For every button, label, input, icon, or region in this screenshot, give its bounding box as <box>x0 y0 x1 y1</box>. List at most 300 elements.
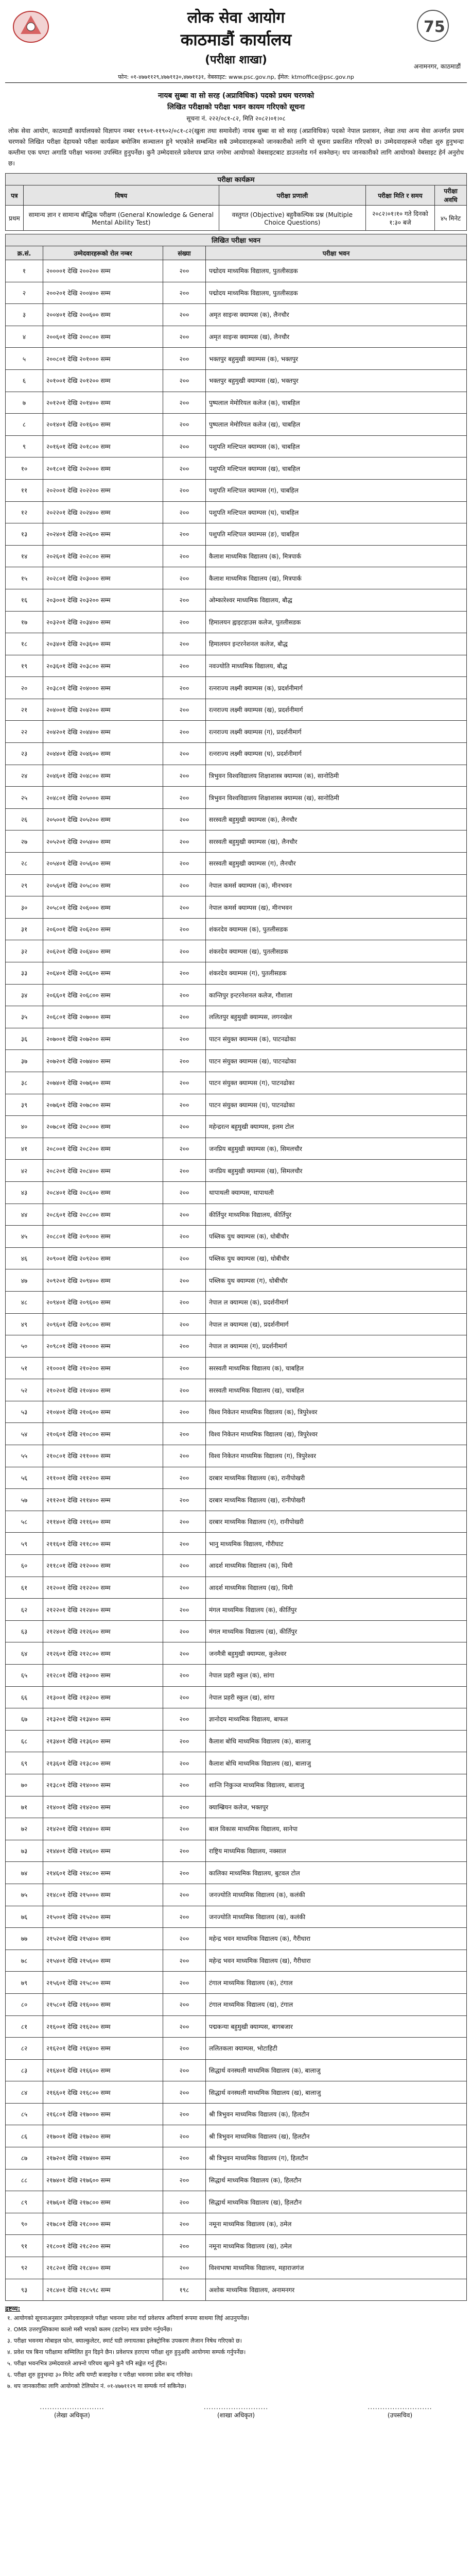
note-item: ३. परीक्षा भवनमा मोबाइल फोन, क्याल्कुलेटर, स्मार्ट घडी लगायतका इलेक्ट्रोनिक उपकरण लैजान निषेध गरिएको छ। <box>7 2337 242 2345</box>
table-row <box>6 435 467 457</box>
row-venue: महेन्द्र भवन माध्यमिक विद्यालय (क), गैरीधारा <box>206 1928 467 1950</box>
table-row <box>6 1884 467 1906</box>
table-row <box>6 2235 467 2257</box>
row-count: २०० <box>163 1467 206 1489</box>
row-roll-range: २०९४०१ देखि २०९६०० सम्म <box>43 1291 163 1313</box>
table-row <box>6 2191 467 2213</box>
row-roll-range: २०७२०१ देखि २०७४०० सम्म <box>43 1050 163 1072</box>
row-venue: रत्नराज्य लक्ष्मी क्याम्पस (क), प्रदर्शनीमार्ग <box>206 677 467 699</box>
centers-title: लिखित परीक्षा भवन <box>5 234 467 246</box>
row-roll-range: २०६८०१ देखि २०७००० सम्म <box>43 1006 163 1028</box>
table-row <box>6 2015 467 2038</box>
row-count: २०० <box>163 392 206 414</box>
row-venue: त्रिभुवन विश्वविद्यालय शिक्षाशास्त्र क्याम्पस (क), सानोठिमी <box>206 765 467 787</box>
row-count: २०० <box>163 808 206 831</box>
row-roll-range: २१५८०१ देखि २१६००० सम्म <box>43 1993 163 2015</box>
row-count: २०० <box>163 2103 206 2125</box>
table-row <box>6 1533 467 1555</box>
row-roll-range: २१५२०१ देखि २१५४०० सम्म <box>43 1928 163 1950</box>
row-sn: ३८ <box>6 1072 43 1094</box>
row-roll-range: २११८०१ देखि २१२००० सम्म <box>43 1555 163 1577</box>
row-count: २०० <box>163 2213 206 2235</box>
row-count: २०० <box>163 1006 206 1028</box>
row-roll-range: २०७००१ देखि २०७२०० सम्म <box>43 1028 163 1050</box>
row-venue: सिद्धार्थ वनस्थली माध्यमिक विद्यालय (ख), बालाजु <box>206 2081 467 2104</box>
row-sn: ८९ <box>6 2191 43 2213</box>
row-sn: ८६ <box>6 2125 43 2147</box>
row-sn: १८ <box>6 633 43 655</box>
table-row <box>6 2059 467 2081</box>
row-count: २०० <box>163 1511 206 1533</box>
row-count: २०० <box>163 1818 206 1840</box>
row-count: २०० <box>163 1730 206 1752</box>
table-row <box>6 1313 467 1335</box>
table-row <box>6 1094 467 1116</box>
row-roll-range: २०२२०१ देखि २०२४०० सम्म <box>43 501 163 523</box>
row-count: २०० <box>163 348 206 370</box>
row-venue: आदर्श माध्यमिक विद्यालय (क), थिमी <box>206 1555 467 1577</box>
row-venue: सरस्वती बहुमुखी क्याम्पस (ग), लैनचौर <box>206 853 467 875</box>
table-row <box>6 1752 467 1774</box>
row-count: २०० <box>163 1862 206 1884</box>
table-row <box>6 1928 467 1950</box>
row-venue: नेपाल ल क्याम्पस (ग), प्रदर्शनीमार्ग <box>206 1335 467 1358</box>
schedule-header-row <box>6 185 467 206</box>
table-row <box>6 326 467 348</box>
row-sn: ३२ <box>6 940 43 962</box>
table-row <box>6 2257 467 2279</box>
row-count: २०० <box>163 874 206 896</box>
row-roll-range: २०७४०१ देखि २०७६०० सम्म <box>43 1072 163 1094</box>
row-count: २०० <box>163 2169 206 2191</box>
row-sn: ६ <box>6 369 43 392</box>
row-venue: कीर्तिपुर माध्यमिक विद्यालय, कीर्तिपुर <box>206 1204 467 1226</box>
row-roll-range: २०६००१ देखि २०६२०० सम्म <box>43 918 163 940</box>
row-count: २०० <box>163 1445 206 1467</box>
table-row <box>6 567 467 589</box>
row-roll-range: २१६२०१ देखि २१६४०० सम्म <box>43 2038 163 2060</box>
table-row <box>6 1577 467 1599</box>
row-sn: ३३ <box>6 962 43 985</box>
row-venue: जनप्रिय बहुमुखी क्याम्पस (ख), सिमलचौर <box>206 1160 467 1182</box>
row-venue: पब्लिक युथ क्याम्पस (ग), धोबीचौर <box>206 1269 467 1292</box>
row-count: २०० <box>163 1204 206 1226</box>
row-venue: पशुपति मल्टिपल क्याम्पस (ग), चाबहिल <box>206 479 467 501</box>
signature-title: (उपसचिव) <box>387 2412 413 2419</box>
row-sn: ४ <box>6 326 43 348</box>
table-row <box>6 1028 467 1050</box>
row-count: २०० <box>163 369 206 392</box>
row-roll-range: २१३८०१ देखि २१४००० सम्म <box>43 1774 163 1796</box>
row-sn: ५६ <box>6 1467 43 1489</box>
row-venue: शंकरदेव क्याम्पस (ग), पुतलीसडक <box>206 962 467 985</box>
signature-row <box>5 2403 467 2419</box>
row-roll-range: २०७६०१ देखि २०७८०० सम्म <box>43 1094 163 1116</box>
row-roll-range: २०१६०१ देखि २०१८०० सम्म <box>43 435 163 457</box>
row-roll-range: २१८००१ देखि २१८२०० सम्म <box>43 2235 163 2257</box>
schedule-datetime: २०८२।०१।१० गते दिनको १:३० बजे <box>365 206 434 231</box>
row-venue: नेपाल ल क्याम्पस (क), प्रदर्शनीमार्ग <box>206 1291 467 1313</box>
row-sn: २ <box>6 282 43 304</box>
note-item: ४. प्रवेश पत्र बिना परीक्षामा सम्मिलित हुन दिइने छैन। प्रवेशपत्र हराएमा परीक्षा शुरु हुनुअघि आयोगमा सम्पर्क गर्नुपर्नेछ। <box>7 2349 246 2356</box>
row-count: २०० <box>163 589 206 611</box>
row-venue: शंकरदेव क्याम्पस (क), पुतलीसडक <box>206 918 467 940</box>
notice-page <box>5 0 467 2419</box>
row-roll-range: २०४२०१ देखि २०४४०० सम्म <box>43 721 163 743</box>
signature-block: .......................... (लेखा अधिकृत) <box>26 2403 118 2419</box>
row-sn: १ <box>6 260 43 282</box>
row-count: २०० <box>163 1577 206 1599</box>
row-roll-range: २१३६०१ देखि २१३८०० सम्म <box>43 1752 163 1774</box>
row-roll-range: २०२००१ देखि २०२२०० सम्म <box>43 479 163 501</box>
row-sn: ६० <box>6 1555 43 1577</box>
table-row <box>6 1950 467 1972</box>
row-sn: ३० <box>6 896 43 919</box>
row-venue: भानु माध्यमिक विद्यालय, गौरीघाट <box>206 1533 467 1555</box>
centers-col-venue: परीक्षा भवन <box>206 246 467 260</box>
table-row <box>6 1006 467 1028</box>
signature-title: (शाखा अधिकृत) <box>217 2412 255 2419</box>
schedule-system: वस्तुगत (Objective) बहुवैकल्पिक प्रश्न (Multiple Choice Questions) <box>219 206 365 231</box>
row-sn: १५ <box>6 567 43 589</box>
table-row <box>6 765 467 787</box>
row-roll-range: २०८८०१ देखि २०९००० सम्म <box>43 1226 163 1248</box>
row-count: २०० <box>163 1686 206 1708</box>
row-roll-range: २०५६०१ देखि २०५८०० सम्म <box>43 874 163 896</box>
row-venue: त्रिभुवन विश्वविद्यालय शिक्षाशास्त्र क्याम्पस (ख), सानोठिमी <box>206 787 467 809</box>
row-venue: जनज्योति माध्यमिक विद्यालय (क), कलंकी <box>206 1884 467 1906</box>
row-count: २०० <box>163 1555 206 1577</box>
signature-block: .......................... (शाखा अधिकृत) <box>190 2403 283 2419</box>
row-sn: ४८ <box>6 1291 43 1313</box>
table-row <box>6 523 467 546</box>
row-venue: ज्ञानोदय माध्यमिक विद्यालय, बाफल <box>206 1708 467 1731</box>
row-count: २०० <box>163 962 206 985</box>
row-count: २०० <box>163 1972 206 1994</box>
notes-title: द्रष्टव्य: <box>5 2305 21 2313</box>
contact-line: फोन: ०१-४७७११२९,४७७११३०,४७७११३१, वेबसाइट: www.psc.gov.np, ईमेल: ktmoffice@psc.gov.np <box>5 73 467 83</box>
table-row <box>6 1840 467 1862</box>
table-row <box>6 1599 467 1621</box>
row-venue: दरबार माध्यमिक विद्यालय (ख), रानीपोखरी <box>206 1489 467 1511</box>
row-venue: नेपाल प्रहरी स्कुल (ख), सांगा <box>206 1686 467 1708</box>
row-sn: १९ <box>6 655 43 677</box>
row-count: २०० <box>163 1533 206 1555</box>
table-row <box>6 348 467 370</box>
row-roll-range: २०४६०१ देखि २०४८०० सम्म <box>43 765 163 787</box>
row-count: २०० <box>163 633 206 655</box>
row-roll-range: २१३४०१ देखि २१३६०० सम्म <box>43 1730 163 1752</box>
table-row <box>6 1357 467 1379</box>
row-sn: ८१ <box>6 2015 43 2038</box>
row-sn: ४५ <box>6 1226 43 1248</box>
row-sn: ११ <box>6 479 43 501</box>
row-roll-range: २०९८०१ देखि २१०००० सम्म <box>43 1335 163 1358</box>
table-row <box>6 2169 467 2191</box>
table-row <box>6 1972 467 1994</box>
row-venue: हिमालयन ह्वाइटहाउस कलेज, पुतलीसडक <box>206 611 467 633</box>
table-row <box>6 896 467 919</box>
table-row <box>6 1467 467 1489</box>
row-count: २०० <box>163 677 206 699</box>
row-roll-range: २०९६०१ देखि २०९८०० सम्म <box>43 1313 163 1335</box>
row-venue: महेन्द्र भवन माध्यमिक विद्यालय (ख), गैरीधारा <box>206 1950 467 1972</box>
row-venue: महेन्द्ररत्न बहुमुखी क्याम्पस, इलम टोल <box>206 1116 467 1138</box>
row-count: २०० <box>163 1906 206 1928</box>
row-sn: ८ <box>6 414 43 436</box>
table-row <box>6 655 467 677</box>
table-row <box>6 699 467 721</box>
row-sn: ८२ <box>6 2038 43 2060</box>
row-count: २०० <box>163 655 206 677</box>
row-sn: ९१ <box>6 2235 43 2257</box>
row-roll-range: २१४२०१ देखि २१४४०० सम्म <box>43 1818 163 1840</box>
row-sn: ७६ <box>6 1906 43 1928</box>
table-row <box>6 545 467 567</box>
row-roll-range: २०१००१ देखि २०१२०० सम्म <box>43 369 163 392</box>
table-row <box>6 1445 467 1467</box>
row-sn: २२ <box>6 721 43 743</box>
table-row <box>6 457 467 480</box>
row-roll-range: २१५६०१ देखि २१५८०० सम्म <box>43 1972 163 1994</box>
row-sn: २७ <box>6 831 43 853</box>
row-count: २०० <box>163 1028 206 1050</box>
row-roll-range: २१०००१ देखि २१०२०० सम्म <box>43 1357 163 1379</box>
row-venue: सरस्वती बहुमुखी क्याम्पस (ख), लैनचौर <box>206 831 467 853</box>
note-item: १. आयोगको सूचनाअनुसार उम्मेदवारहरूले परीक्षा भवनमा प्रवेश गर्दा प्रवेशपत्र अनिवार्य रूपमा साथमा लिई आउनुपर्नेछ। <box>7 2315 249 2322</box>
row-count: २०० <box>163 1489 206 1511</box>
row-venue: श्री त्रिभुवन माध्यमिक विद्यालय (ख), हिलटौन <box>206 2125 467 2147</box>
row-roll-range: २०२६०१ देखि २०२८०० सम्म <box>43 545 163 567</box>
row-count: २०० <box>163 1313 206 1335</box>
row-venue: नेपाल कमर्स क्याम्पस (क), मीनभवन <box>206 874 467 896</box>
notice-reference: सूचना नं. २२२/०८१-८२, मिति २०८२।०१।०८ <box>186 115 286 122</box>
row-count: २०० <box>163 1599 206 1621</box>
row-count: २०० <box>163 567 206 589</box>
row-sn: ३ <box>6 304 43 326</box>
row-venue: सिद्धार्थ वनस्थली माध्यमिक विद्यालय (क), बालाजु <box>206 2059 467 2081</box>
row-count: २०० <box>163 1335 206 1358</box>
row-sn: १० <box>6 457 43 480</box>
row-venue: अशोक माध्यमिक विद्यालय, अनामनगर <box>206 2279 467 2301</box>
table-row <box>6 1511 467 1533</box>
row-count: २०० <box>163 2038 206 2060</box>
table-row <box>6 1906 467 1928</box>
table-row <box>6 1642 467 1665</box>
row-count: २०० <box>163 1247 206 1269</box>
row-count: २०० <box>163 1620 206 1642</box>
row-sn: ७४ <box>6 1862 43 1884</box>
row-sn: ७० <box>6 1774 43 1796</box>
table-row <box>6 1620 467 1642</box>
row-sn: ४९ <box>6 1313 43 1335</box>
table-row <box>6 260 467 282</box>
row-roll-range: २०५४०१ देखि २०५६०० सम्म <box>43 853 163 875</box>
row-roll-range: २१६८०१ देखि २१७००० सम्म <box>43 2103 163 2125</box>
row-sn: ८५ <box>6 2103 43 2125</box>
row-venue: नमूना माध्यमिक विद्यालय (ख), ठमेल <box>206 2235 467 2257</box>
table-row <box>6 787 467 809</box>
row-sn: ४४ <box>6 1204 43 1226</box>
row-count: २०० <box>163 1708 206 1731</box>
row-venue: पशुपति मल्टिपल क्याम्पस (ङ), चाबहिल <box>206 523 467 546</box>
table-row <box>6 1291 467 1313</box>
row-roll-range: २१५००१ देखि २१५२०० सम्म <box>43 1906 163 1928</box>
row-count: २०० <box>163 523 206 546</box>
row-venue: श्री त्रिभुवन माध्यमिक विद्यालय (क), हिलटौन <box>206 2103 467 2125</box>
table-row <box>6 2147 467 2170</box>
table-row <box>6 1247 467 1269</box>
row-roll-range: २०९००१ देखि २०९२०० सम्म <box>43 1247 163 1269</box>
row-sn: ३४ <box>6 984 43 1006</box>
row-roll-range: २०२४०१ देखि २०२६०० सम्म <box>43 523 163 546</box>
row-venue: ललितपुर बहुमुखी क्याम्पस, लगनखेल <box>206 1006 467 1028</box>
row-count: २०० <box>163 304 206 326</box>
table-row <box>6 2038 467 2060</box>
row-roll-range: २१०८०१ देखि २११००० सम्म <box>43 1445 163 1467</box>
row-roll-range: २०५८०१ देखि २०६००० सम्म <box>43 896 163 919</box>
row-count: २०० <box>163 1884 206 1906</box>
row-roll-range: २१४६०१ देखि २१४८०० सम्म <box>43 1862 163 1884</box>
row-count: २०० <box>163 1423 206 1445</box>
row-venue: भक्तपुर बहुमुखी क्याम्पस (ख), भक्तपुर <box>206 369 467 392</box>
row-venue: श्री त्रिभुवन माध्यमिक विद्यालय (ग), हिलटौन <box>206 2147 467 2170</box>
row-sn: ९३ <box>6 2279 43 2301</box>
row-count: २०० <box>163 282 206 304</box>
row-venue: भक्तपुर बहुमुखी क्याम्पस (क), भक्तपुर <box>206 348 467 370</box>
row-venue: क्याम्ब्रियन कलेज, भक्तपुर <box>206 1796 467 1818</box>
row-count: २०० <box>163 414 206 436</box>
row-count: २०० <box>163 1357 206 1379</box>
row-venue: दरबार माध्यमिक विद्यालय (क), रानीपोखरी <box>206 1467 467 1489</box>
row-venue: अमृत साइन्स क्याम्पस (ख), लैनचौर <box>206 326 467 348</box>
row-sn: ५२ <box>6 1379 43 1401</box>
row-roll-range: २१५४०१ देखि २१५६०० सम्म <box>43 1950 163 1972</box>
row-sn: ५५ <box>6 1445 43 1467</box>
office-place: अनामनगर, काठमाडौं <box>413 63 461 70</box>
table-row <box>6 2103 467 2125</box>
row-roll-range: २११२०१ देखि २११४०० सम्म <box>43 1489 163 1511</box>
row-sn: ४२ <box>6 1160 43 1182</box>
row-roll-range: २०२८०१ देखि २०३००० सम्म <box>43 567 163 589</box>
row-sn: ९ <box>6 435 43 457</box>
table-row <box>6 1818 467 1840</box>
row-count: २०० <box>163 260 206 282</box>
row-venue: पशुपति मल्टिपल क्याम्पस (घ), चाबहिल <box>206 501 467 523</box>
row-sn: ६१ <box>6 1577 43 1599</box>
table-row <box>6 369 467 392</box>
row-roll-range: २१२४०१ देखि २१२६०० सम्म <box>43 1620 163 1642</box>
table-row <box>6 808 467 831</box>
row-venue: अमृत साइन्स क्याम्पस (क), लैनचौर <box>206 304 467 326</box>
table-row <box>6 1489 467 1511</box>
row-venue: नमूना माध्यमिक विद्यालय (क), ठमेल <box>206 2213 467 2235</box>
row-count: २०० <box>163 1752 206 1774</box>
row-venue: ललितकला क्याम्पस, भोटाहिटी <box>206 2038 467 2060</box>
schedule-duration: ४५ मिनेट <box>435 206 467 231</box>
row-roll-range: २१३२०१ देखि २१३४०० सम्म <box>43 1708 163 1731</box>
row-count: २०० <box>163 2081 206 2104</box>
row-venue: सिद्धार्थ माध्यमिक विद्यालय (ख), हिलटौन <box>206 2191 467 2213</box>
row-roll-range: २१७२०१ देखि २१७४०० सम्म <box>43 2147 163 2170</box>
table-row <box>6 479 467 501</box>
row-sn: ९० <box>6 2213 43 2235</box>
row-count: २०० <box>163 1181 206 1204</box>
table-row <box>6 1181 467 1204</box>
row-sn: २९ <box>6 874 43 896</box>
row-sn: ८४ <box>6 2081 43 2104</box>
row-venue: विश्वभाषा माध्यमिक विद्यालय, महाराजगंज <box>206 2257 467 2279</box>
notice-intro: लोक सेवा आयोग, काठमाडौं कार्यालयको विज्ञापन नम्बर ११९०१-११९०२/०८१-८२(खुला तथा समावेशी) नायब सुब्बा वा सो सरह (अप्राविधिक) पदको नेपाल प्रशासन, लेखा तथा अन्य सेवा अन्तर्गत प्रथम चरणको लिखित परीक्षा देहायको परीक्षा कार्यक्रम बमोजिम सञ्चालन हुने भएकोले सम्बन्धित सबै उम्मेदवारहरूको जानकारीको लागि यो सूचना प्रकाशित गरिएको छ। उम्मेदवारहरूले परीक्षा शुरु हुनुभन्दा कम्तीमा एक घण्टा अगाडि परीक्षा भवनमा उपस्थित हुनुपर्नेछ। कुनै उम्मेदवारले प्रवेशपत्र प्राप्त नगरेमा आयोगको वेबसाइटबाट डाउनलोड गर्न सक्नेछन्। थप जानकारीको लागि आयोगको वेबसाइट हेर्न अनुरोध छ। <box>8 127 464 167</box>
row-sn: ३९ <box>6 1094 43 1116</box>
row-venue: विश्व निकेतन माध्यमिक विद्यालय (ग), त्रिपुरेश्वर <box>206 1445 467 1467</box>
row-roll-range: २१३००१ देखि २१३२०० सम्म <box>43 1686 163 1708</box>
row-roll-range: २०६४०१ देखि २०६६०० सम्म <box>43 962 163 985</box>
row-count: २०० <box>163 1796 206 1818</box>
row-venue: रत्नराज्य लक्ष्मी क्याम्पस (ख), प्रदर्शनीमार्ग <box>206 699 467 721</box>
table-row <box>6 1379 467 1401</box>
row-count: २०० <box>163 1072 206 1094</box>
row-count: २०० <box>163 918 206 940</box>
row-count: २०० <box>163 501 206 523</box>
row-sn: ४० <box>6 1116 43 1138</box>
row-sn: १३ <box>6 523 43 546</box>
table-row <box>6 984 467 1006</box>
row-roll-range: २१६४०१ देखि २१६६०० सम्म <box>43 2059 163 2081</box>
row-sn: ७२ <box>6 1818 43 1840</box>
row-count: २०० <box>163 1928 206 1950</box>
row-sn: २५ <box>6 787 43 809</box>
row-sn: १६ <box>6 589 43 611</box>
row-roll-range: २१०२०१ देखि २१०४०० सम्म <box>43 1379 163 1401</box>
table-row <box>6 1335 467 1358</box>
row-sn: ९२ <box>6 2257 43 2279</box>
row-sn: ८० <box>6 1993 43 2015</box>
table-row <box>6 1730 467 1752</box>
row-venue: टंगाल माध्यमिक विद्यालय (ख), टंगाल <box>206 1993 467 2015</box>
row-venue: जनमैत्री बहुमुखी क्याम्पस, कुलेश्वर <box>206 1642 467 1665</box>
row-sn: ३७ <box>6 1050 43 1072</box>
row-sn: ४७ <box>6 1269 43 1292</box>
note-item: ७. थप जानकारीका लागि आयोगको टेलिफोन नं. ०१-४७७११२९ मा सम्पर्क गर्न सकिनेछ। <box>7 2383 186 2390</box>
table-row <box>6 1050 467 1072</box>
row-sn: ८७ <box>6 2147 43 2170</box>
row-roll-range: २१७८०१ देखि २१८००० सम्म <box>43 2213 163 2235</box>
row-roll-range: २१६००१ देखि २१६२०० सम्म <box>43 2015 163 2038</box>
row-venue: टंगाल माध्यमिक विद्यालय (क), टंगाल <box>206 1972 467 1994</box>
row-sn: ५९ <box>6 1533 43 1555</box>
row-count: २०० <box>163 2125 206 2147</box>
table-row <box>6 874 467 896</box>
row-sn: ५ <box>6 348 43 370</box>
schedule-col-subject: विषय <box>23 185 219 206</box>
row-roll-range: २०४८०१ देखि २०५००० सम्म <box>43 787 163 809</box>
row-venue: ओम्कारेश्वर माध्यमिक विद्यालय, बौद्ध <box>206 589 467 611</box>
table-row <box>6 1796 467 1818</box>
table-row <box>6 1160 467 1182</box>
row-roll-range: २१७६०१ देखि २१७८०० सम्म <box>43 2191 163 2213</box>
row-sn: २० <box>6 677 43 699</box>
row-venue: सरस्वती माध्यमिक विद्यालय (ख), चाबहिल <box>206 1379 467 1401</box>
row-roll-range: २०१८०१ देखि २०२००० सम्म <box>43 457 163 480</box>
row-venue: रत्नराज्य लक्ष्मी क्याम्पस (ग), प्रदर्शनीमार्ग <box>206 721 467 743</box>
centers-col-sn: क्र.सं. <box>6 246 43 260</box>
centers-header-row <box>6 246 467 260</box>
row-count: २०० <box>163 545 206 567</box>
schedule-col-datetime: परीक्षा मिति र समय <box>365 185 434 206</box>
note-item: २. OMR उत्तरपुस्तिकामा कालो मसी भएको कलम (डटपेन) मात्र प्रयोग गर्नुपर्नेछ। <box>7 2326 172 2333</box>
row-sn: ६५ <box>6 1665 43 1687</box>
